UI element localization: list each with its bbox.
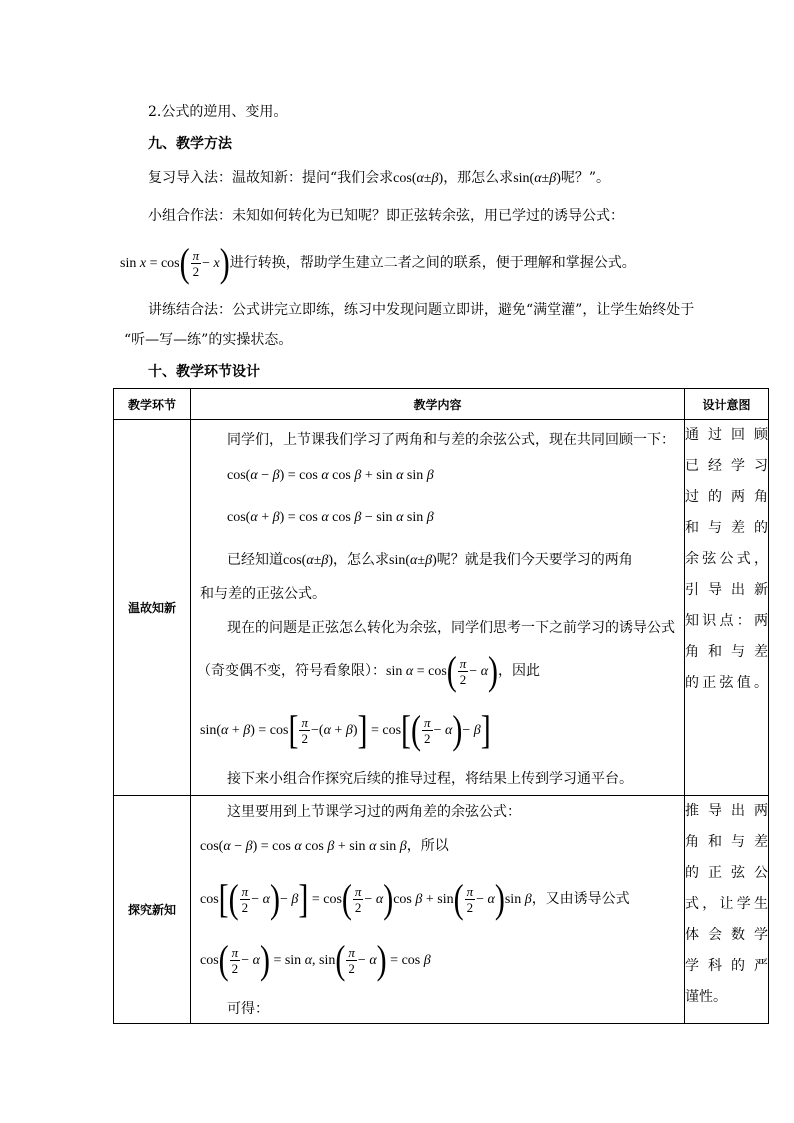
known-pre: 已经知道 (227, 552, 283, 568)
sin-alpha-pm-beta: sin(α±β) (513, 171, 561, 186)
intent-line: 式，让学生 (685, 896, 768, 912)
table-row (114, 420, 769, 796)
group-method-line-2 (120, 240, 636, 286)
formula-sin-sum-transform: sin(α + β) = cos[ $\frac{\pi}{2}$ −(α + β)] = cos[( $\frac{\pi}{2}$ − α)− β] (200, 707, 491, 753)
content-explore (191, 796, 685, 1024)
review-text-2: ，那怎么求 (443, 170, 514, 186)
intent-explore (685, 796, 769, 1024)
formula-cos-diff-2: cos(α − β) = cos α cos β + sin α sin β (200, 839, 407, 854)
intent-line: 体会数学 (685, 927, 768, 943)
intent-line: 谨性。 (685, 989, 727, 1005)
formula-sin-alpha: sin α = cos( $\frac{\pi}{2}$ − α) (386, 648, 499, 694)
cos-alpha-pm-beta: cos(α±β) (393, 171, 444, 186)
content-review (191, 420, 685, 796)
review-text-1: 复习导入法：温故知新：提问“我们会求 (148, 170, 394, 186)
header-content: 教学内容 (191, 389, 685, 420)
therefore-text: ，因此 (498, 663, 541, 679)
group-method-line-1: 小组合作法：未知如何转化为已知呢？即正弦转余弦，用已学过的诱导公式： (148, 208, 624, 224)
intent-line: 已经学习 (685, 458, 768, 474)
intent-review (685, 420, 769, 796)
known-line (227, 550, 633, 571)
review-intro: 同学们，上节课我们学习了两角和与差的余弦公式，现在共同回顾一下： (227, 432, 675, 448)
formula-cos-sum: cos(α + β) = cos α cos β − sin α sin β (227, 510, 434, 525)
explore-intro: 这里要用到上节课学习过的两角差的余弦公式： (227, 804, 521, 820)
induction-rule: （奇变偶不变，符号看象限）： (197, 663, 386, 679)
explore-expansion-line (200, 876, 630, 922)
known-post: 呢？就是我们今天要学习的两角 (436, 552, 633, 568)
review-method (148, 168, 610, 189)
known-sin: sin(α±β) (389, 553, 437, 568)
problem-line: 现在的问题是正弦怎么转化为余弦，同学们思考一下之前学习的诱导公式 (227, 620, 675, 636)
result-text: 可得： (227, 1001, 269, 1017)
intent-line: 学科的严 (685, 958, 768, 974)
known-line-2: 和与差的正弦公式。 (200, 586, 326, 602)
lesson-design-table (113, 388, 769, 1024)
intent-line: 推导出两 (685, 803, 768, 819)
explore-formula-line (200, 836, 449, 857)
stage-explore: 探究新知 (114, 796, 191, 1024)
intent-line: 过的两角 (685, 489, 768, 505)
intent-line: 余弦公式， (685, 551, 768, 567)
intent-line: 的正弦公 (685, 865, 768, 881)
induction-line (197, 648, 541, 694)
review-text-3: 呢？”。 (560, 170, 611, 186)
table-header-row (114, 389, 769, 420)
intent-line: 角和与差 (685, 834, 768, 850)
intro-line: 2.公式的逆用、变用。 (148, 104, 288, 120)
formula-cos-diff: cos(α − β) = cos α cos β + sin α sin β (227, 468, 434, 483)
known-mid: ，怎么求 (333, 552, 390, 568)
practice-method-line-1: 讲练结合法：公式讲完立即练，练习中发现问题立即讲，避免“满堂灌”，让学生始终处于 (148, 302, 695, 318)
formula-induction-pair: cos( $\frac{\pi}{2}$ − α) = sin α, sin( $\frac{\pi}{2}$ − α) = cos β (200, 937, 431, 983)
section-10-heading: 十、教学环节设计 (148, 364, 260, 380)
section-9-heading: 九、教学方法 (148, 136, 232, 152)
known-cos: cos(α±β) (283, 553, 334, 568)
header-intent: 设计意图 (685, 389, 769, 420)
intent-line: 通过回顾 (685, 427, 768, 443)
group-method-text: 进行转换，帮助学生建立二者之间的联系，便于理解和掌握公式。 (229, 255, 636, 271)
also-text: ，又由诱导公式 (531, 891, 630, 907)
intent-line: 角和与差 (685, 644, 768, 660)
next-step-line: 接下来小组合作探究后续的推导过程，将结果上传到学习通平台。 (227, 771, 633, 787)
so-text: ，所以 (406, 838, 449, 854)
header-stage: 教学环节 (114, 389, 191, 420)
intent-line: 引导出新 (685, 582, 768, 598)
formula-sin-x: sin x = cos( $\frac{\pi}{2}$ − x) (120, 240, 230, 286)
table-row (114, 796, 769, 1024)
intent-line: 和与差的 (685, 520, 768, 536)
formula-cos-expansion: cos[( $\frac{\pi}{2}$ − α)− β] = cos( $\frac{\pi}{2}$ − α)cos β + sin( $\frac{\pi}{2}$ − α)sin β (200, 876, 532, 922)
practice-method-line-2: “听—写—练”的实操状态。 (124, 332, 293, 348)
stage-review: 温故知新 (114, 420, 191, 796)
intent-line: 的正弦值。 (685, 675, 768, 691)
intent-line: 知识点：两 (685, 613, 768, 629)
